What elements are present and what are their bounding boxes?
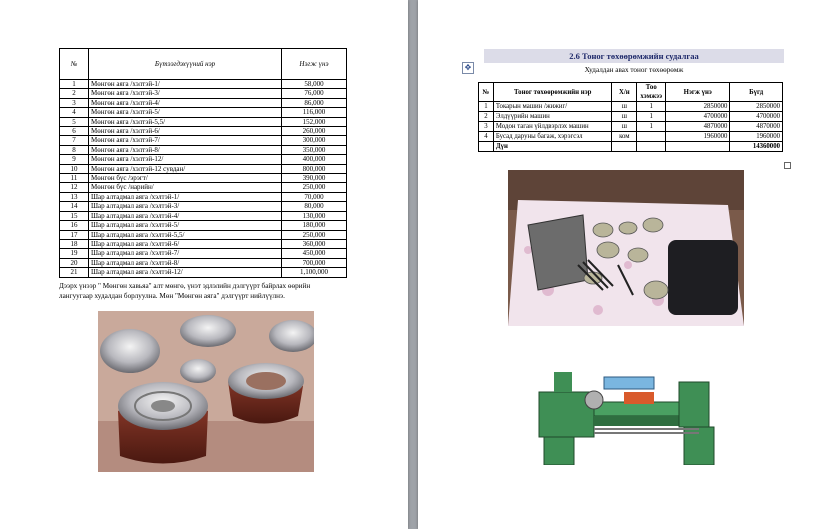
section-subheading: Худалдан авах тоног төхөөрөмж — [584, 66, 684, 74]
equipment-table-header — [479, 83, 783, 102]
equipment-table — [478, 82, 783, 152]
unit-price: 400,000 — [282, 155, 347, 164]
product-name: Мөнгөн аяга /хэлтэй-1/ — [89, 80, 282, 89]
row-number: 14 — [60, 202, 89, 211]
product-name: Шар алтадмал аяга /хэлтэй-3/ — [89, 202, 282, 211]
product-name: Шар алтадмал аяга /хэлтэй-7/ — [89, 249, 282, 258]
row-number: 1 — [60, 80, 89, 89]
unit-price: 1960000 — [666, 132, 730, 142]
product-name: Мөнгөн аяга /хэлтэй-5,5/ — [89, 117, 282, 126]
product-name: Шар алтадмал аяга /хэлтэй-1/ — [89, 192, 282, 201]
quantity — [637, 132, 666, 142]
row-number: 11 — [60, 174, 89, 183]
product-name: Мөнгөн аяга /хэлтэй-12/ — [89, 155, 282, 164]
product-name: Мөнгөн аяга /хэлтэй-3/ — [89, 89, 282, 98]
col-total: Бүгд — [730, 83, 783, 102]
price-row — [60, 239, 347, 248]
row-number: 9 — [60, 155, 89, 164]
row-number: 5 — [60, 117, 89, 126]
quantity: 1 — [637, 102, 666, 112]
paragraph-line: лангуугаар худалдан борлуулна. Мөн "Мөнгөн аяга" дэлгүүрт нийлүүлнэ. — [59, 292, 285, 300]
col-number: № — [60, 49, 89, 80]
unit-price: 116,000 — [282, 108, 347, 117]
product-name: Шар алтадмал аяга /хэлтэй-4/ — [89, 211, 282, 220]
unit-price: 130,000 — [282, 211, 347, 220]
price-row — [60, 258, 347, 267]
equipment-name: Элдүүрийн машин — [493, 112, 612, 122]
unit-price: 58,000 — [282, 80, 347, 89]
section-heading: 2.6 Тоног төхөөрөмжийн судалгаа — [484, 49, 784, 63]
price-row — [60, 230, 347, 239]
product-name: Шар алтадмал аяга /хэлтэй-12/ — [89, 268, 282, 277]
price-row — [60, 174, 347, 183]
product-name: Шар алтадмал аяга /хэлтэй-6/ — [89, 239, 282, 248]
unit-price: 152,000 — [282, 117, 347, 126]
col-unit: Х/н — [612, 83, 637, 102]
price-row — [60, 192, 347, 201]
equipment-row — [479, 132, 783, 142]
row-number: 4 — [60, 108, 89, 117]
unit-price: 180,000 — [282, 221, 347, 230]
unit-price: 300,000 — [282, 136, 347, 145]
product-name: Мөнгөн бүс /нарийн/ — [89, 183, 282, 192]
unit-price: 70,000 — [282, 192, 347, 201]
unit: ком — [612, 132, 637, 142]
unit: ш — [612, 112, 637, 122]
paragraph-line: Дээрх үнээр " Мөнгөн хавьяа" алт мөнгө, үнэт эдлэлийн дэлгүүрт байрлах өөрийн — [59, 282, 311, 290]
quantity: 1 — [637, 112, 666, 122]
total-price: 4870000 — [730, 122, 783, 132]
total-price: 4700000 — [730, 112, 783, 122]
lathe-machine-photo — [534, 352, 733, 465]
unit-price: 450,000 — [282, 249, 347, 258]
total-price: 2850000 — [730, 102, 783, 112]
price-table — [59, 48, 347, 278]
unit-price: 76,000 — [282, 89, 347, 98]
total-price: 1960000 — [730, 132, 783, 142]
row-number: 6 — [60, 127, 89, 136]
price-row — [60, 136, 347, 145]
price-row — [60, 117, 347, 126]
product-name: Мөнгөн аяга /хэлтэй-6/ — [89, 127, 282, 136]
product-name: Мөнгөн аяга /хэлтэй-12 сувдан/ — [89, 164, 282, 173]
product-name: Шар алтадмал аяга /хэлтэй-5,5/ — [89, 230, 282, 239]
col-equipment-name: Тоног төхөөрөмжийн нэр — [493, 83, 612, 102]
table-resize-handle[interactable] — [784, 162, 791, 169]
equipment-row — [479, 122, 783, 132]
row-number: 4 — [479, 132, 494, 142]
silver-bowls-photo — [98, 311, 314, 472]
row-number: 3 — [479, 122, 494, 132]
row-number: 16 — [60, 221, 89, 230]
product-name: Шар алтадмал аяга /хэлтэй-8/ — [89, 258, 282, 267]
unit-price: 86,000 — [282, 98, 347, 107]
total-label: Дүн — [493, 142, 612, 152]
unit-price: 2850000 — [666, 102, 730, 112]
price-row — [60, 249, 347, 258]
unit-price: 80,000 — [282, 202, 347, 211]
price-row — [60, 164, 347, 173]
equipment-row — [479, 112, 783, 122]
price-row — [60, 127, 347, 136]
equipment-name: Бусад даруны багаж, хэрэгсэл — [493, 132, 612, 142]
total-value: 14360000 — [730, 142, 783, 152]
price-row — [60, 145, 347, 154]
row-number: 1 — [479, 102, 494, 112]
row-number: 13 — [60, 192, 89, 201]
price-row — [60, 108, 347, 117]
row-number: 19 — [60, 249, 89, 258]
quantity: 1 — [637, 122, 666, 132]
unit-price: 260,000 — [282, 127, 347, 136]
price-row — [60, 98, 347, 107]
product-name: Мөнгөн аяга /хэлтэй-7/ — [89, 136, 282, 145]
col-number: № — [479, 83, 494, 102]
unit-price: 350,000 — [282, 145, 347, 154]
table-move-icon[interactable]: ✥ — [462, 62, 474, 74]
row-number: 8 — [60, 145, 89, 154]
row-number: 21 — [60, 268, 89, 277]
col-unit-price: Нэгж үнэ — [666, 83, 730, 102]
col-quantity: Тоо хэмжээ — [637, 83, 666, 102]
row-number: 2 — [479, 112, 494, 122]
unit-price: 1,100,000 — [282, 268, 347, 277]
row-number: 17 — [60, 230, 89, 239]
equipment-row — [479, 102, 783, 112]
row-number: 12 — [60, 183, 89, 192]
product-name: Шар алтадмал аяга /хэлтэй-5/ — [89, 221, 282, 230]
row-number: 2 — [60, 89, 89, 98]
price-row — [60, 268, 347, 277]
equipment-name: Токарын машин /жижиг/ — [493, 102, 612, 112]
unit-price: 800,000 — [282, 164, 347, 173]
row-number: 15 — [60, 211, 89, 220]
unit: ш — [612, 102, 637, 112]
total-row — [479, 142, 783, 152]
price-table-header — [60, 49, 347, 80]
price-row — [60, 155, 347, 164]
col-product-name: Бүтээгдэхүүний нэр — [89, 49, 282, 80]
col-unit-price: Нэгж үнэ — [282, 49, 347, 80]
unit-price: 4870000 — [666, 122, 730, 132]
price-row — [60, 80, 347, 89]
unit-price: 250,000 — [282, 183, 347, 192]
row-number: 18 — [60, 239, 89, 248]
product-name: Мөнгөн аяга /хэлтэй-8/ — [89, 145, 282, 154]
unit-price: 700,000 — [282, 258, 347, 267]
price-row — [60, 89, 347, 98]
unit-price: 390,000 — [282, 174, 347, 183]
tools-photo — [508, 170, 744, 326]
price-row — [60, 211, 347, 220]
row-number: 20 — [60, 258, 89, 267]
product-name: Мөнгөн аяга /хэлтэй-5/ — [89, 108, 282, 117]
product-name: Мөнгөн бүс /эрэгт/ — [89, 174, 282, 183]
unit-price: 360,000 — [282, 239, 347, 248]
row-number: 10 — [60, 164, 89, 173]
row-number: 7 — [60, 136, 89, 145]
unit-price: 250,000 — [282, 230, 347, 239]
unit: ш — [612, 122, 637, 132]
sales-paragraph — [59, 281, 359, 301]
equipment-name: Модон таган үйлдвэрлэх машин — [493, 122, 612, 132]
unit-price: 4700000 — [666, 112, 730, 122]
product-name: Мөнгөн аяга /хэлтэй-4/ — [89, 98, 282, 107]
price-row — [60, 183, 347, 192]
price-row — [60, 221, 347, 230]
price-row — [60, 202, 347, 211]
row-number: 3 — [60, 98, 89, 107]
